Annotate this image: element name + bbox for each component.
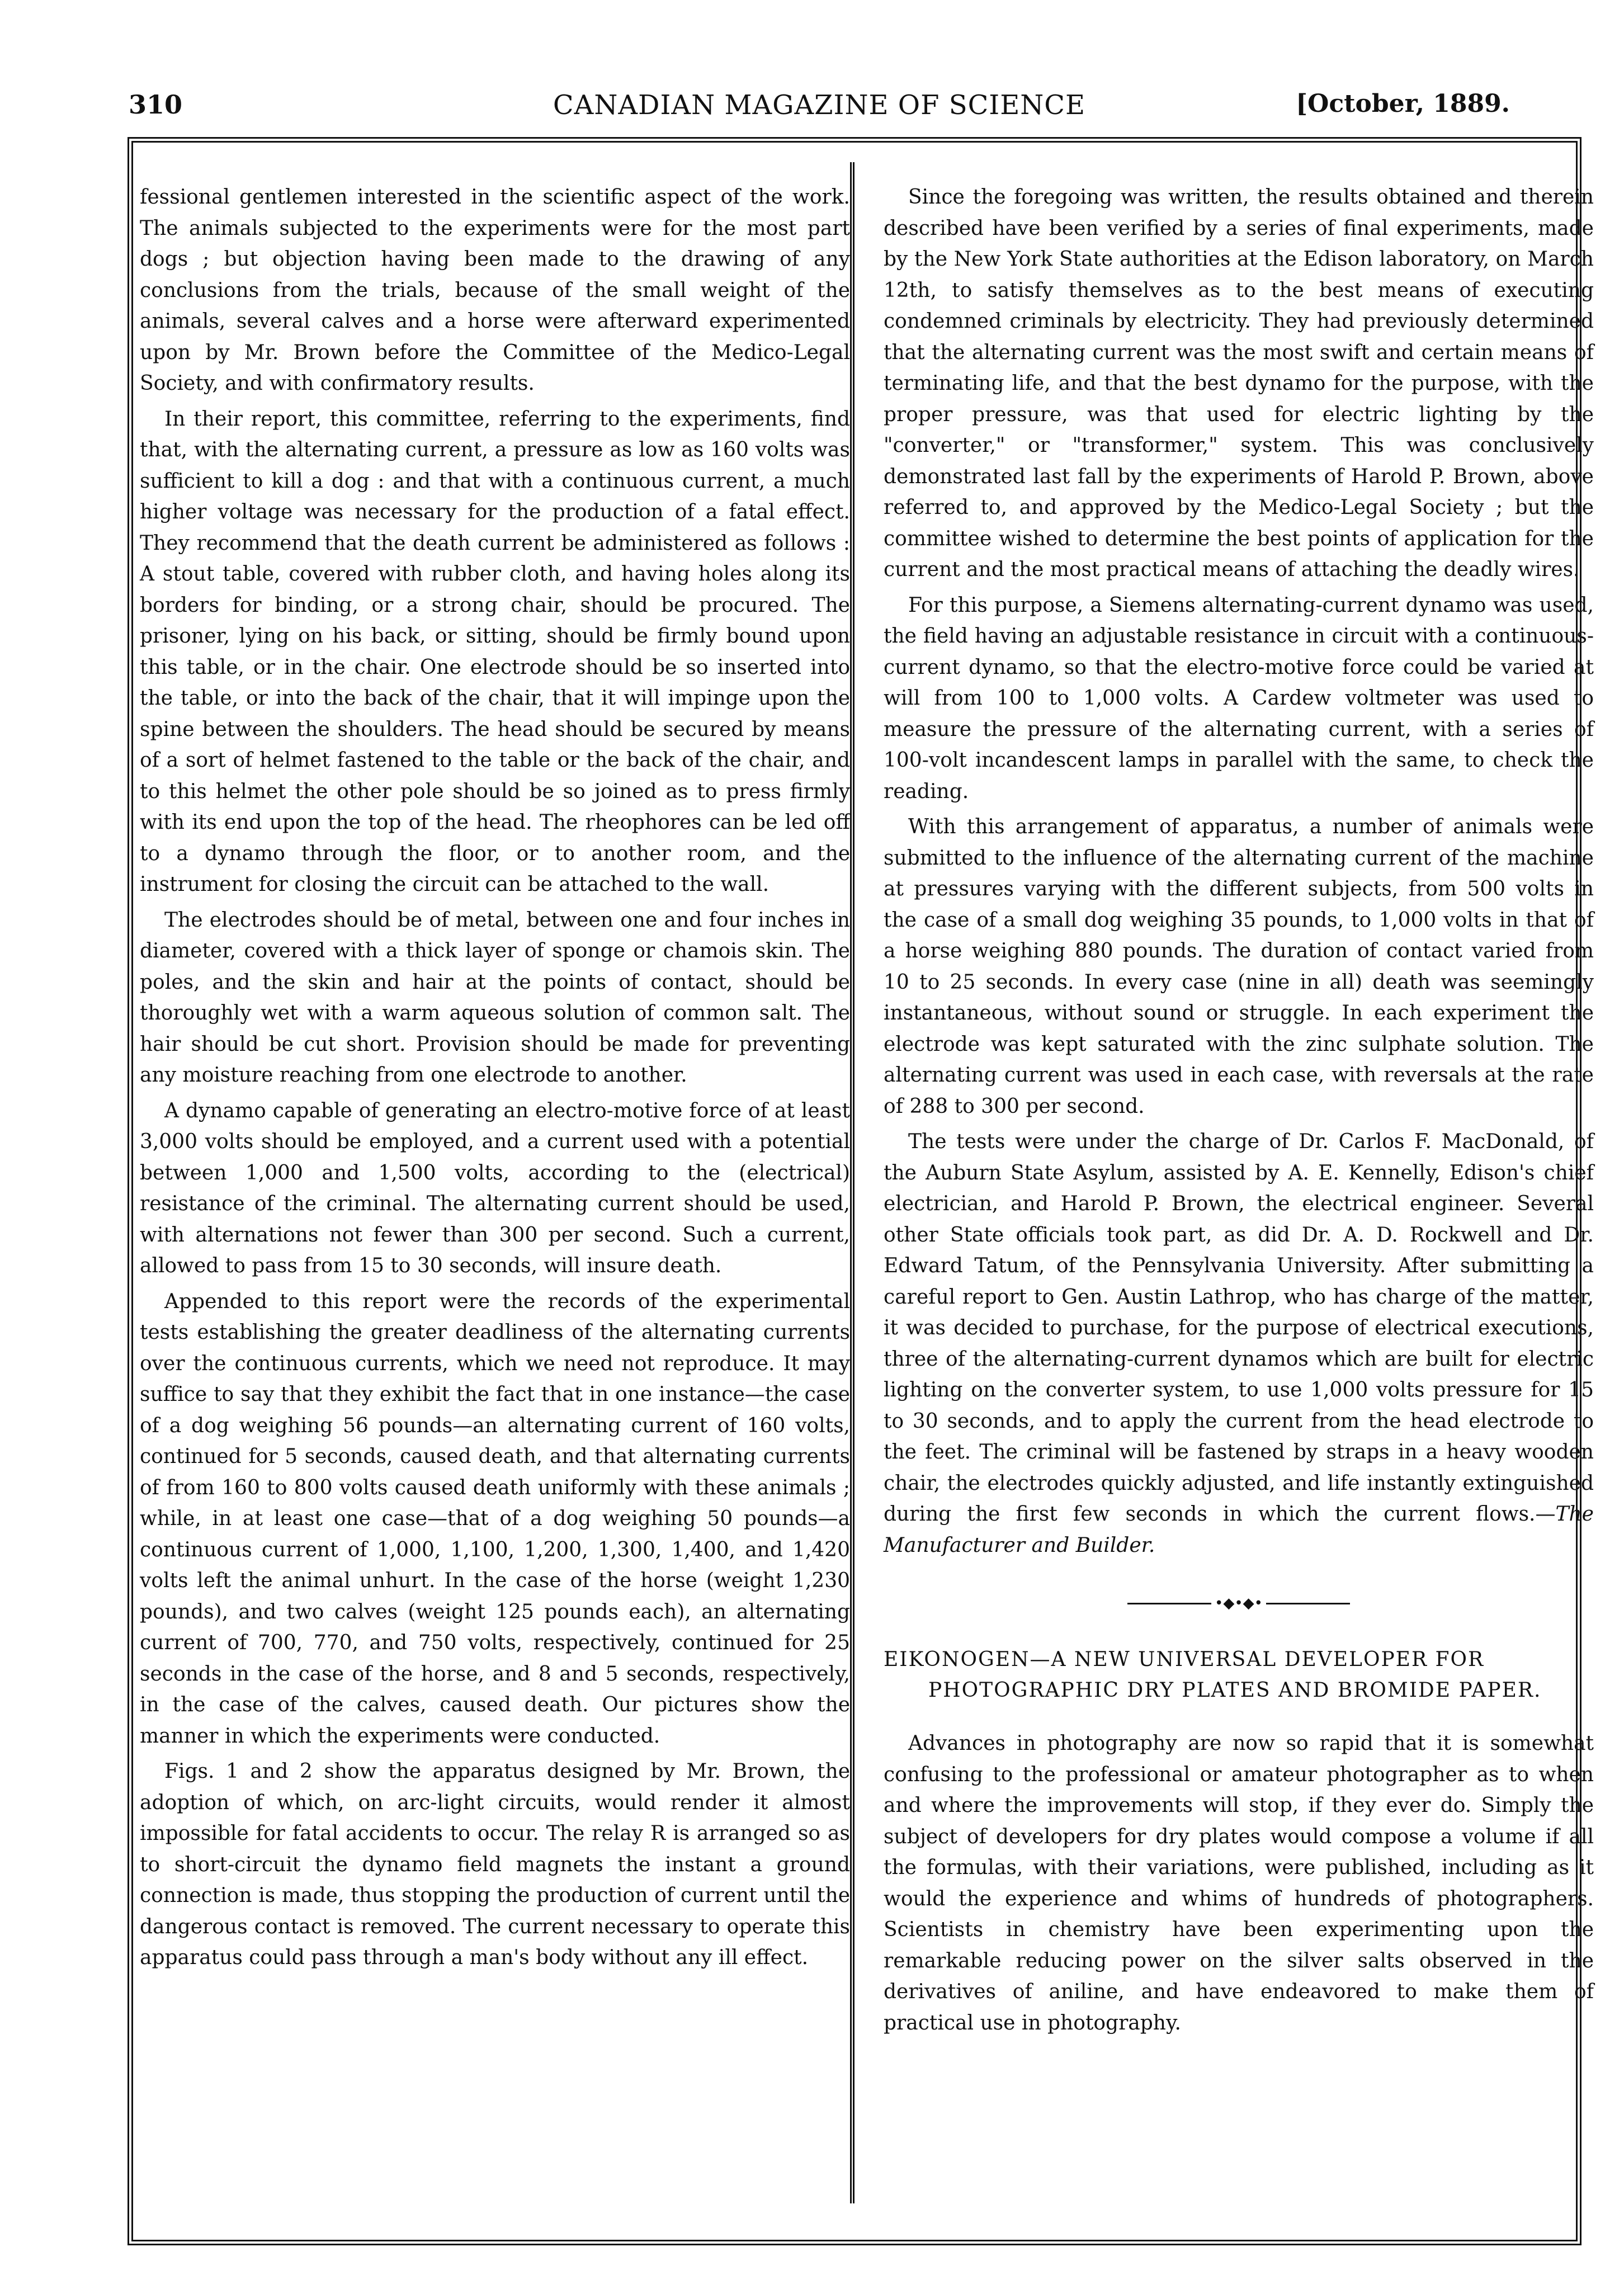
paragraph-final [884, 1126, 1594, 1561]
paragraph: Since the foregoing was written, the results obtained and therein described have been verified by a series of final experiments, made by the New York State authorities at the Edison laboratory, on March 12th, to satisfy themselves as to the best means of executing condemned criminals by electricity. They had previously determined that the alternating current was the most swift and certain means of terminating life, and that the best dynamo for the purpose, with the proper pressure, was that used for electric lighting by the "converter," or "transformer," system. This was conclusively demonstrated last fall by the experiments of Harold P. Brown, above referred to, and approved by the Medico-Legal Society ; but the committee wished to determine the best points of application for the current and the most practical means of attaching the deadly wires. [884, 186, 1594, 581]
paragraph: In their report, this committee, referring to the experiments, find that, with the alternating current, a pressure as low as 160 volts was sufficient to kill a dog : and that with a continuous current, a much higher voltage was necessary for the production of a fatal effect. They recommend that the death current be administered as follows : A stout table, covered with rubber cloth, and having holes along its borders for binding, or a strong chair, should be procured. The prisoner, lying on his back, or sitting, should be firmly bound upon this table, or in the chair. One electrode should be so inserted into the table, or into the back of the chair, that it will impinge upon the spine between the shoulders. The head should be secured by means of a sort of helmet fastened to the table or the back of the chair, and to this helmet the other pole should be so joined as to press firmly with its end upon the top of the head. The rheophores can be led off to a dynamo through the floor, or to another room, and the instrument for closing the circuit can be attached to the wall. [140, 407, 850, 896]
paragraph: For this purpose, a Siemens alternating-current dynamo was used, the field having an adjustable resistance in circuit with a continuous-current dynamo, so that the electro-motive force could be varied at will from 100 to 1,000 volts. A Cardew voltmeter was used to measure the pressure of the alternating current, with a series of 100-volt incandescent lamps in parallel with the same, to check the reading. [884, 593, 1594, 803]
magazine-title: CANADIAN MAGAZINE OF SCIENCE [553, 89, 1086, 121]
issue-date: [October, 1889. [1296, 89, 1510, 118]
left-column [140, 182, 850, 1978]
paragraph: With this arrangement of apparatus, a number of animals were submitted to the influence of the alternating current of the machine at pressures varying with the different subjects, from 500 volts in the case of a small dog weighing 35 pounds, to 1,000 volts in that of a horse weighing 880 pounds. The duration of contact varied from 10 to 25 seconds. In every case (nine in all) death was seemingly instantaneous, without sound or struggle. In each experiment the electrode was kept saturated with the zinc sulphate solution. The alternating current was used in each case, with reversals at the rate of 288 to 300 per second. [884, 815, 1594, 1118]
paragraph: Figs. 1 and 2 show the apparatus designed by Mr. Brown, the adoption of which, on arc-light circuits, would render it almost impossible for fatal accidents to occur. The relay R is arranged so as to short-circuit the dynamo field magnets the instant a ground connection is made, thus stopping the production of current until the dangerous contact is removed. The current necessary to operate this apparatus could pass through a man's body without any ill effect. [140, 1760, 850, 1969]
right-column [884, 182, 1594, 2043]
ornament-line-right [1266, 1603, 1350, 1604]
page-number: 310 [129, 89, 183, 120]
column-divider [850, 162, 855, 2203]
section-heading: EIKONOGEN—A NEW UNIVERSAL DEVELOPER FOR PHOTOGRAPHIC DRY PLATES AND BROMIDE PAPER. [884, 1648, 1542, 1702]
paragraph: Advances in photography are now so rapid that it is somewhat confusing to the professional or amateur photographer as to when and where the improvements will stop, if they ever do. Simply the subject of developers for dry plates would compose a volume if all the formulas, with their variations, were published, including as it would the experience and whims of hundreds of photographers. Scientists in chemistry have been experimenting upon the remarkable reducing power on the silver salts observed in the derivatives of aniline, and have endeavored to make them of practical use in photography. [884, 1732, 1594, 2035]
page-header [129, 84, 1510, 134]
section-ornament [884, 1594, 1594, 1612]
paragraph: fessional gentlemen interested in the scientific aspect of the work. The animals subjected to the experiments were for the most part dogs ; but objection having been made to the drawing of any conclusions from the trials, because of the small weight of the animals, several calves and a horse were afterward experimented upon by Mr. Brown before the Committee of the Medico-Legal Society, and with confirmatory results. [140, 186, 850, 395]
paragraph-final-text: The tests were under the charge of Dr. Carlos F. MacDonald, of the Auburn State Asylum, assisted by A. E. Kennelly, Edison's chief electrician, and Harold P. Brown, the electrical engineer. Several other State officials took part, as did Dr. A. D. Rockwell and Dr. Edward Tatum, of the Pennsylvania University. After submitting a careful report to Gen. Austin Lathrop, who has charge of the matter, it was decided to purchase, for the purpose of electrical executions, three of the alternating-current dynamos which are built for electric lighting on the converter system, to use 1,000 volts pressure for 15 to 30 seconds, and to apply the current from the head electrode to the feet. The criminal will be fastened by straps in a heavy wooden chair, the electrodes quickly adjusted, and life instantly extinguished during the first few seconds in which the current flows.— [884, 1130, 1594, 1526]
paragraph: A dynamo capable of generating an electro-motive force of at least 3,000 volts should be employed, and a current used with a potential between 1,000 and 1,500 volts, according to the (electrical) resistance of the criminal. The alternating current should be used, with alternations not fewer than 300 per second. Such a current, allowed to pass from 15 to 30 seconds, will insure death. [140, 1099, 850, 1277]
paragraph: The electrodes should be of metal, between one and four inches in diameter, covered with a thick layer of sponge or chamois skin. The poles, and the skin and hair at the points of contact, should be thoroughly wet with a warm aqueous solution of common salt. The hair should be cut short. Provision should be made for preventing any moisture reaching from one electrode to another. [140, 908, 850, 1087]
source-citation: The Manufacturer and Builder. [884, 1503, 1594, 1557]
ornament-knot-icon: •◆•◆• [1215, 1595, 1263, 1612]
ornament-line-left [1127, 1603, 1211, 1604]
paragraph: Appended to this report were the records of the experimental tests establishing the greater deadliness of the alternating currents over the continuous currents, which we need not reproduce. It may suffice to say that they exhibit the fact that in one instance—the case of a dog weighing 56 pounds—an alternating current of 160 volts, continued for 5 seconds, caused death, and that alternating currents of from 160 to 800 volts caused death uniformly with these animals ; while, in at least one case—that of a dog weighing 50 pounds—a continuous current of 1,000, 1,100, 1,200, 1,300, 1,400, and 1,420 volts left the animal unhurt. In the case of the horse (weight 1,230 pounds), and two calves (weight 125 pounds each), an alternating current of 700, 770, and 750 volts, respectively, continued for 25 seconds in the case of the horse, and 8 and 5 seconds, respectively, in the case of the calves, caused death. Our pictures show the manner in which the experiments were conducted. [140, 1290, 850, 1748]
